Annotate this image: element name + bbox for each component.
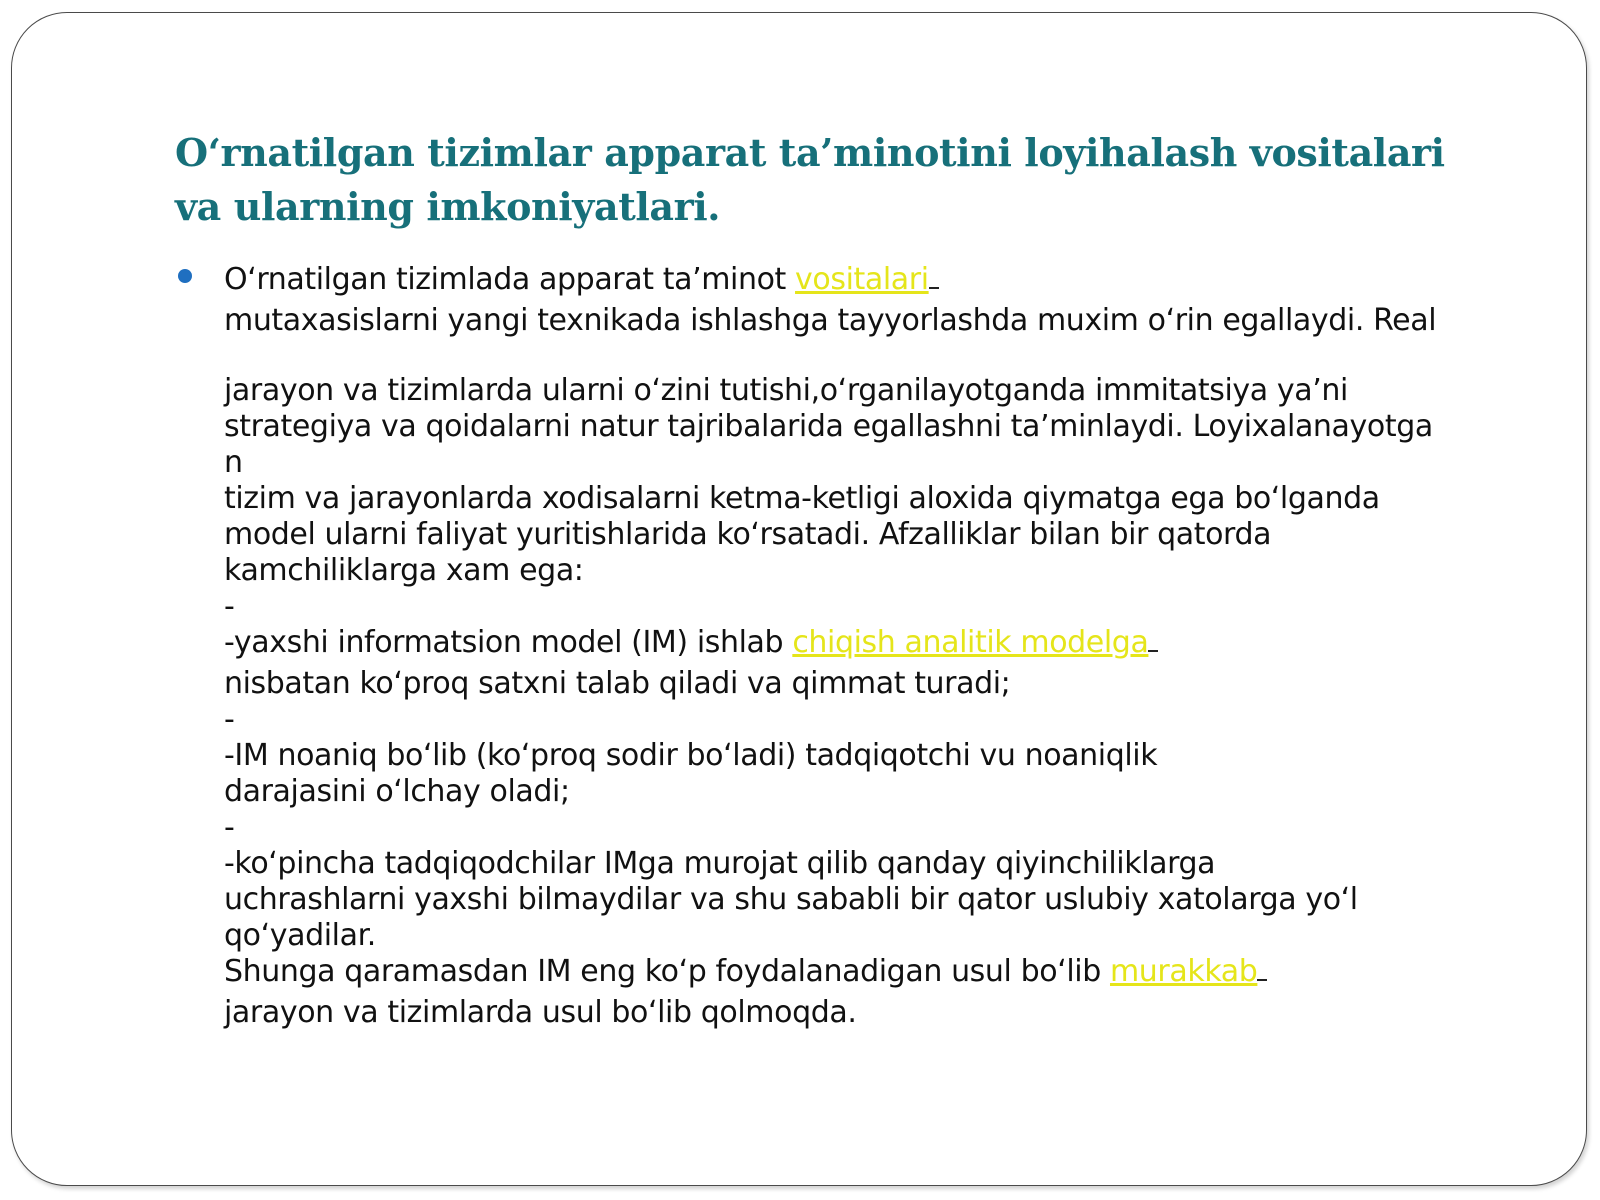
body-line: [224, 625, 1524, 666]
body-line: jarayon va tizimlarda usul bo‘lib qolmoqda.: [224, 995, 857, 1030]
body-line: n: [224, 445, 243, 480]
body-line: [224, 954, 1524, 995]
body-line: jarayon va tizimlarda ularni o‘zini tutishi,o‘rganilayotganda immitatsiya ya’ni: [224, 373, 1348, 408]
dash-line: -: [224, 810, 235, 845]
body-text: Shunga qaramasdan IM eng ko‘p foydalanadigan usul bo‘lib: [224, 954, 1110, 989]
link-murakkab[interactable]: murakkab: [1109, 954, 1258, 989]
body-line: kamchiliklarga xam ega:: [224, 553, 584, 588]
body-text: O‘rnatilgan tizimlada apparat ta’minot: [224, 262, 796, 297]
body-line: -IM noaniq bo‘lib (ko‘proq sodir bo‘ladi) tadqiqotchi vu noaniqlik: [224, 738, 1158, 773]
body-line: strategiya va qoidalarni natur tajribalarida egallashni ta’minlaydi. Loyixalanayotga: [224, 409, 1433, 444]
body-line: qo‘yadilar.: [224, 918, 376, 953]
body-text: -yaxshi informatsion model (IM) ishlab: [224, 625, 793, 660]
link-trailing-underscore: [1148, 628, 1158, 652]
slide-body: [224, 262, 1524, 1031]
bullet-point: [178, 269, 192, 283]
link-trailing-underscore: [929, 265, 939, 289]
link-trailing-underscore: [1257, 957, 1267, 981]
body-line: nisbatan ko‘proq satxni talab qiladi va qimmat turadi;: [224, 666, 1011, 701]
link-chiqish-analitik-modelga[interactable]: chiqish analitik modelga: [792, 625, 1149, 660]
link-vositalari[interactable]: vositalari: [795, 262, 929, 297]
slide-title: O‘rnatilgan tizimlar apparat ta’minotini loyihalash vositalari va ularning imkoniyatlari.: [175, 130, 1445, 229]
body-line: model ularni faliyat yuritishlarida ko‘rsatadi. Afzalliklar bilan bir qatorda: [224, 517, 1272, 552]
dash-line: -: [224, 702, 235, 737]
body-line: darajasini o‘lchay oladi;: [224, 774, 570, 809]
body-line: mutaxasislarni yangi texnikada ishlashga tayyorlashda muxim o‘rin egallaydi. Real: [224, 303, 1437, 338]
body-line: -ko‘pincha tadqiqodchilar IMga murojat qilib qanday qiyinchiliklarga: [224, 846, 1216, 881]
dash-line: -: [224, 589, 235, 624]
body-line: [224, 262, 1524, 303]
body-line: uchrashlarni yaxshi bilmaydilar va shu sababli bir qator uslubiy xatolarga yo‘l: [224, 882, 1358, 917]
body-line: tizim va jarayonlarda xodisalarni ketma-ketligi aloxida qiymatga ega bo‘lganda: [224, 481, 1380, 516]
